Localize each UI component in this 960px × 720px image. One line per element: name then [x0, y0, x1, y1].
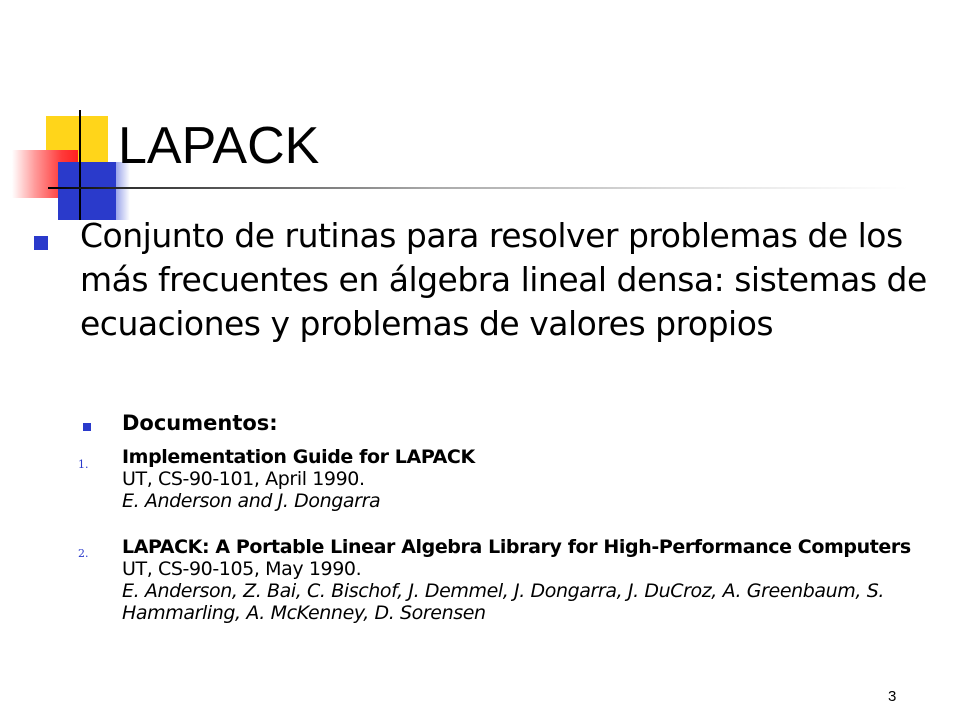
- reference-title: LAPACK: A Portable Linear Algebra Library for High-Performance Computers: [122, 536, 911, 558]
- reference-number: 2.: [78, 547, 89, 560]
- reference-authors: E. Anderson, Z. Bai, C. Bischof, J. Demmel, J. Dongarra, J. DuCroz, A. Greenbaum, S. Hammarling, A. McKenney, D. Sorensen: [122, 580, 884, 624]
- reference-source: UT, CS-90-105, May 1990.: [122, 558, 362, 580]
- reference-item: [122, 536, 952, 624]
- square-bullet-icon: [83, 423, 91, 431]
- reference-item: [122, 446, 952, 512]
- reference-authors: E. Anderson and J. Dongarra: [122, 490, 381, 512]
- title-underline: [48, 187, 908, 189]
- square-bullet-icon: [34, 236, 48, 250]
- reference-title: Implementation Guide for LAPACK: [122, 446, 475, 468]
- page-number: 3: [888, 688, 897, 705]
- reference-source: UT, CS-90-101, April 1990.: [122, 468, 365, 490]
- documents-heading: Documentos:: [122, 411, 278, 435]
- logo-blue-square: [58, 162, 116, 220]
- slide-title: LAPACK: [118, 117, 320, 175]
- main-bullet-text: Conjunto de rutinas para resolver problemas de los más frecuentes en álgebra lineal densa: sistemas de ecuaciones y problemas de valores propios: [80, 216, 927, 343]
- logo-vertical-line: [79, 110, 81, 220]
- reference-number: 1.: [78, 458, 89, 471]
